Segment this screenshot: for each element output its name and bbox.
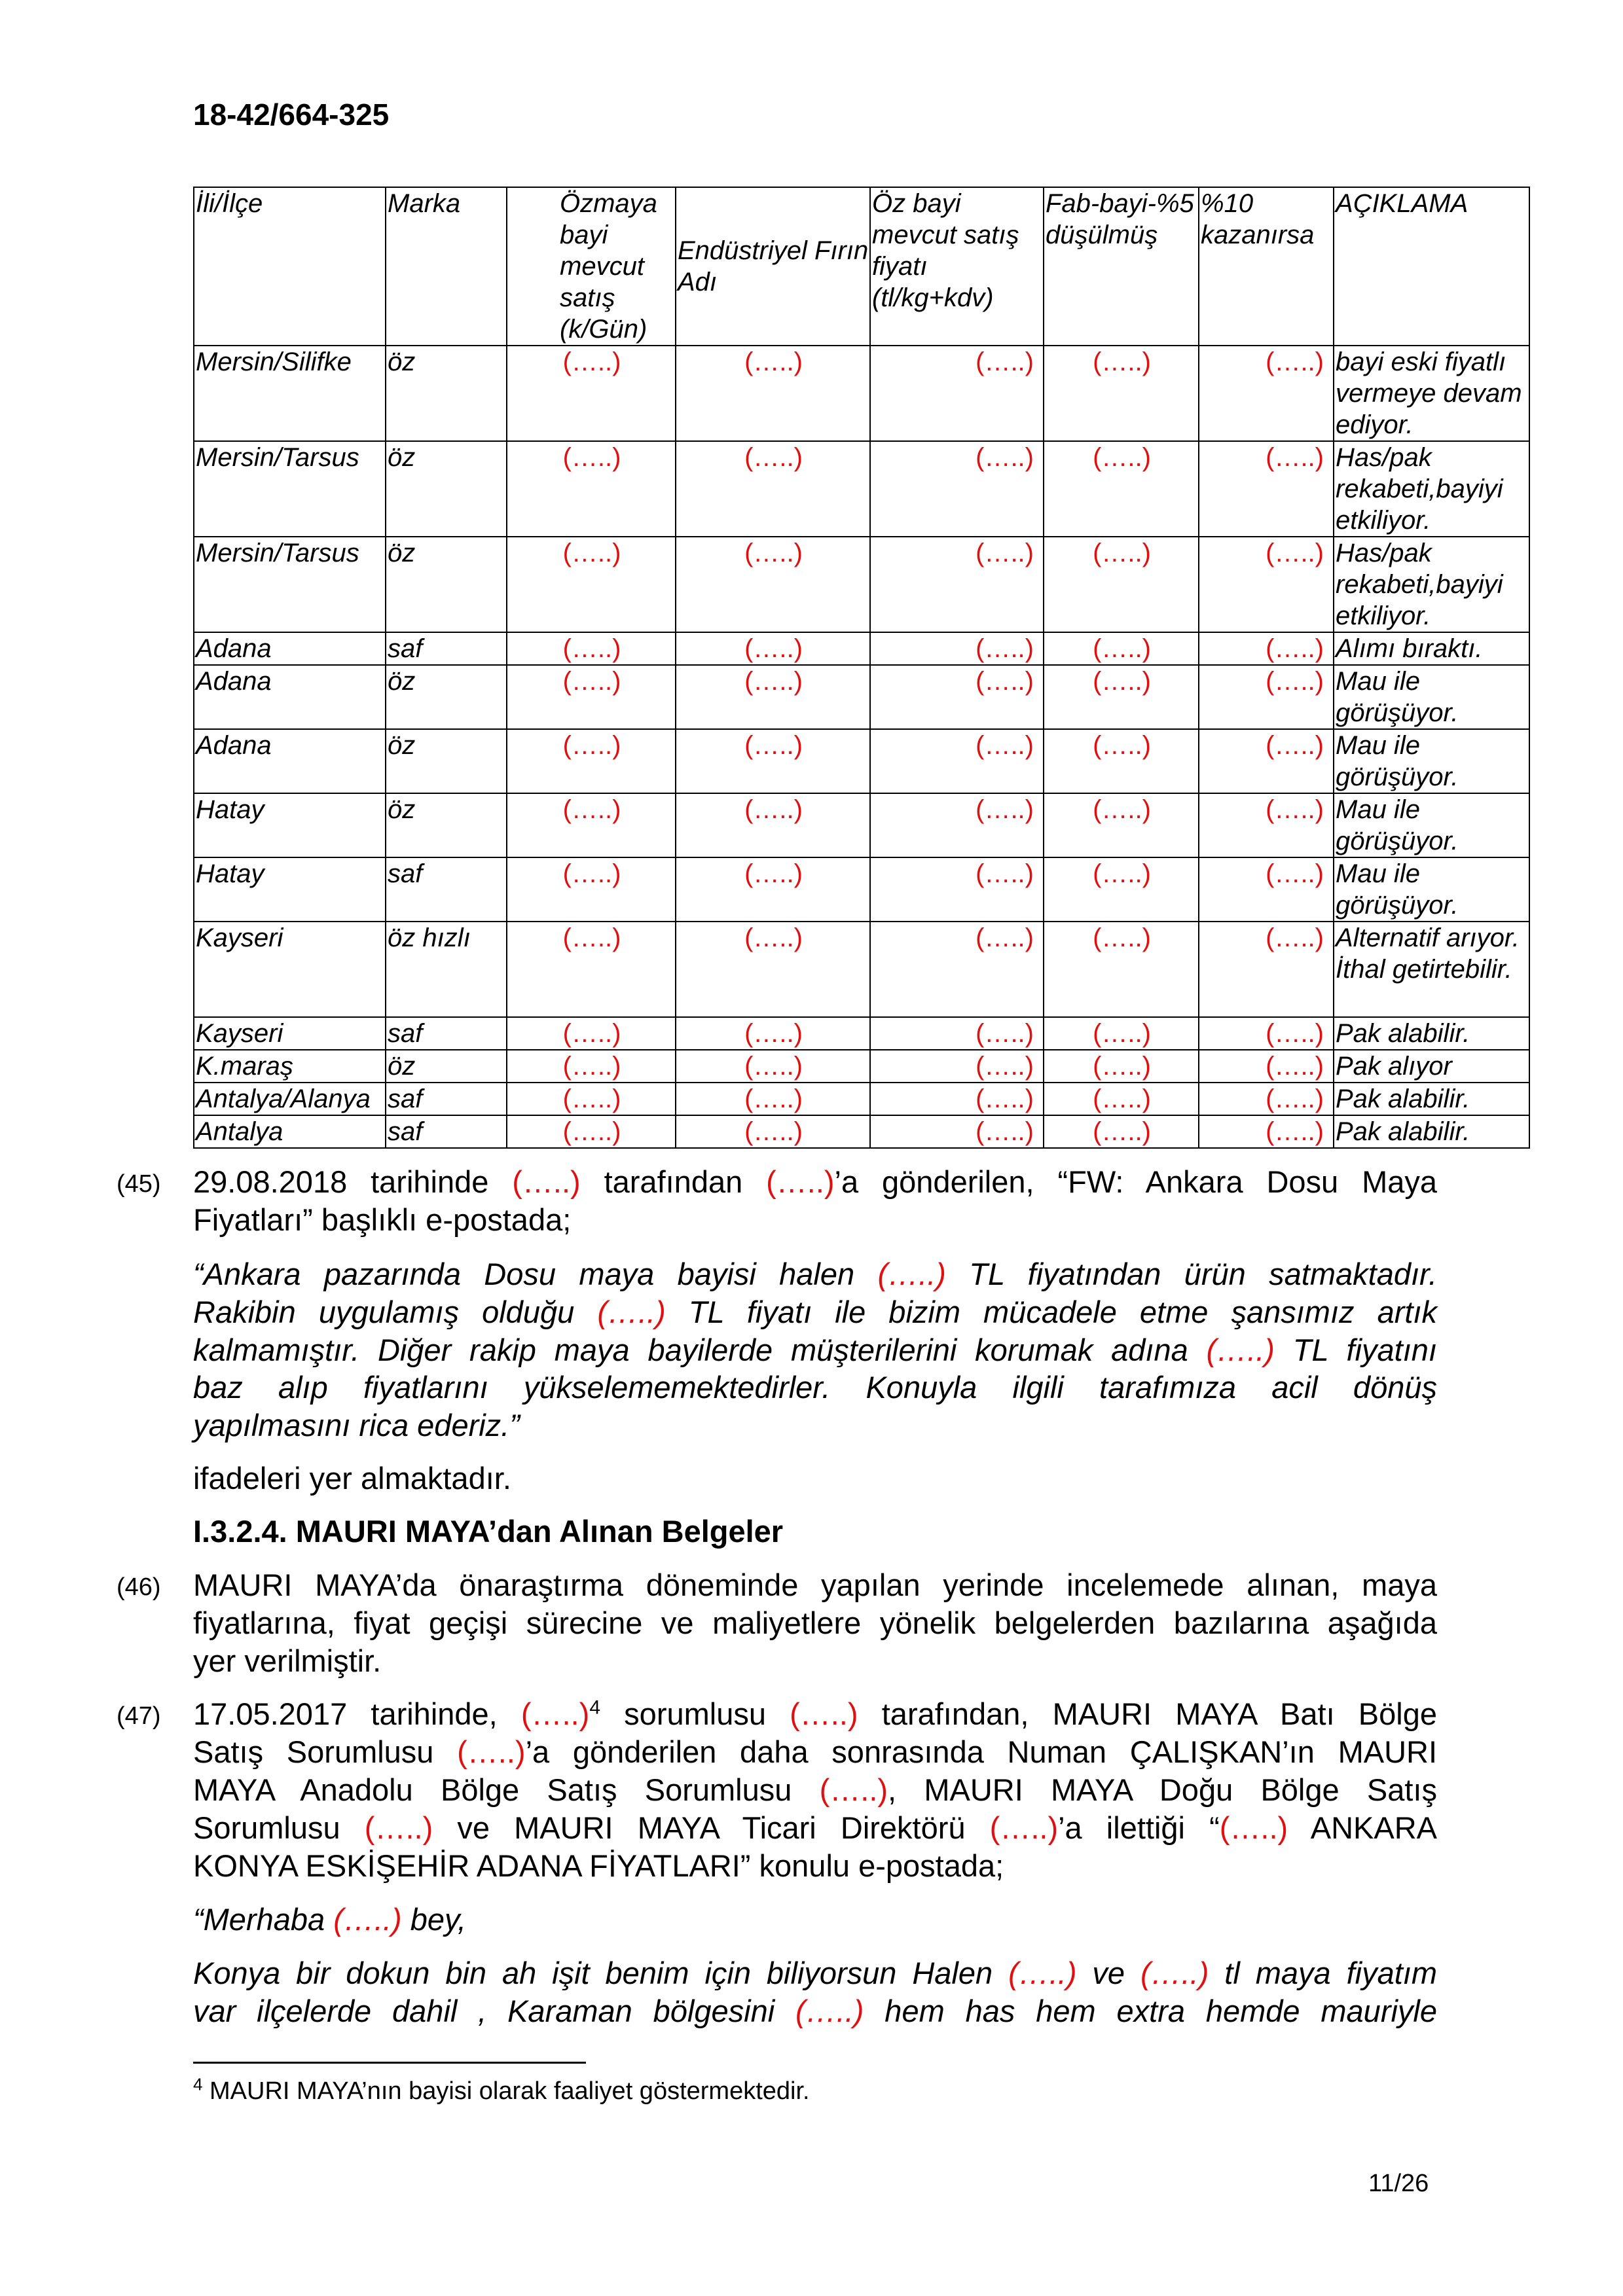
cell-firin-adi-redacted: (…..) bbox=[676, 1115, 870, 1148]
table-row bbox=[194, 346, 1529, 441]
cell-oz-bayi-fiyati-redacted: (…..) bbox=[870, 793, 1044, 857]
table-row bbox=[194, 665, 1529, 729]
cell-aciklama: bayi eski fiyatlı vermeye devam ediyor. bbox=[1334, 346, 1529, 441]
cell-kazanirsa-redacted: (…..) bbox=[1199, 1017, 1334, 1050]
cell-marka: saf bbox=[386, 1083, 507, 1115]
p45-line-1: 29.08.2018 tarihinde (…..) tarafından (…..)’a gönderilen, “FW: Ankara Dosu Maya bbox=[193, 1164, 1437, 1199]
table-row bbox=[194, 1115, 1529, 1148]
cell-fab-bayi-redacted: (…..) bbox=[1044, 537, 1199, 632]
cell-marka: öz bbox=[386, 346, 507, 441]
p47-quote-3: var ilçelerde dahil , Karaman bölgesini (…..) hem has hem extra hemde mauriyle bbox=[193, 1994, 1437, 2028]
table-row bbox=[194, 793, 1529, 857]
cell-marka: öz bbox=[386, 1050, 507, 1083]
table-row bbox=[194, 857, 1529, 922]
cell-firin-adi-redacted: (…..) bbox=[676, 346, 870, 441]
p47-line-2: Satış Sorumlusu (…..)’a gönderilen daha sonrasında Numan ÇALIŞKAN’ın MAURI bbox=[193, 1734, 1438, 1769]
cell-fab-bayi-redacted: (…..) bbox=[1044, 632, 1199, 665]
cell-firin-adi-redacted: (…..) bbox=[676, 1017, 870, 1050]
paragraph-number-46: (46) bbox=[117, 1573, 161, 1601]
cell-firin-adi-redacted: (…..) bbox=[676, 537, 870, 632]
cell-il: Kayseri bbox=[194, 1017, 386, 1050]
cell-kazanirsa-redacted: (…..) bbox=[1199, 346, 1334, 441]
cell-kazanirsa-redacted: (…..) bbox=[1199, 793, 1334, 857]
cell-marka: saf bbox=[386, 632, 507, 665]
cell-kazanirsa-redacted: (…..) bbox=[1199, 1115, 1334, 1148]
cell-marka: öz bbox=[386, 665, 507, 729]
cell-aciklama: Alternatif arıyor. İthal getirtebilir. bbox=[1334, 922, 1529, 1017]
p45-quote-1: “Ankara pazarında Dosu maya bayisi halen (…..) TL fiyatından ürün satmaktadır. bbox=[193, 1257, 1437, 1291]
footnote: $^4$ MAURI MAYA’nın bayisi olarak faaliyet göstermektedir. bbox=[193, 2074, 810, 2105]
header-ozmaya-satis: Özmaya bayi mevcut satış (k/Gün) bbox=[507, 187, 676, 346]
cell-il: Mersin/Tarsus bbox=[194, 441, 386, 537]
cell-ozmaya-satis-redacted: (…..) bbox=[507, 857, 676, 922]
cell-kazanirsa-redacted: (…..) bbox=[1199, 1083, 1334, 1115]
cell-fab-bayi-redacted: (…..) bbox=[1044, 665, 1199, 729]
cell-aciklama: Pak alabilir. bbox=[1334, 1017, 1529, 1050]
cell-ozmaya-satis-redacted: (…..) bbox=[507, 346, 676, 441]
cell-oz-bayi-fiyati-redacted: (…..) bbox=[870, 1050, 1044, 1083]
table-row bbox=[194, 537, 1529, 632]
p47-quote-1: “Merhaba (…..) bey, bbox=[193, 1902, 467, 1937]
cell-ozmaya-satis-redacted: (…..) bbox=[507, 1115, 676, 1148]
cell-il: Antalya bbox=[194, 1115, 386, 1148]
cell-fab-bayi-redacted: (…..) bbox=[1044, 922, 1199, 1017]
cell-firin-adi-redacted: (…..) bbox=[676, 922, 870, 1017]
header-marka: Marka bbox=[386, 187, 507, 346]
cell-il: Antalya/Alanya bbox=[194, 1083, 386, 1115]
cell-oz-bayi-fiyati-redacted: (…..) bbox=[870, 1017, 1044, 1050]
cell-aciklama: Pak alıyor bbox=[1334, 1050, 1529, 1083]
header-il: İli/İlçe bbox=[194, 187, 386, 346]
cell-fab-bayi-redacted: (…..) bbox=[1044, 793, 1199, 857]
cell-il: Kayseri bbox=[194, 922, 386, 1017]
cell-aciklama: Pak alabilir. bbox=[1334, 1115, 1529, 1148]
cell-firin-adi-redacted: (…..) bbox=[676, 729, 870, 793]
cell-oz-bayi-fiyati-redacted: (…..) bbox=[870, 1115, 1044, 1148]
cell-kazanirsa-redacted: (…..) bbox=[1199, 857, 1334, 922]
cell-oz-bayi-fiyati-redacted: (…..) bbox=[870, 857, 1044, 922]
cell-marka: öz hızlı bbox=[386, 922, 507, 1017]
cell-ozmaya-satis-redacted: (…..) bbox=[507, 1083, 676, 1115]
cell-il: Adana bbox=[194, 729, 386, 793]
cell-aciklama: Alımı bıraktı. bbox=[1334, 632, 1529, 665]
cell-aciklama: Mau ile görüşüyor. bbox=[1334, 857, 1529, 922]
cell-aciklama: Has/pak rekabeti,bayiyi etkiliyor. bbox=[1334, 441, 1529, 537]
price-table bbox=[193, 187, 1530, 1149]
cell-aciklama: Pak alabilir. bbox=[1334, 1083, 1529, 1115]
cell-oz-bayi-fiyati-redacted: (…..) bbox=[870, 922, 1044, 1017]
cell-fab-bayi-redacted: (…..) bbox=[1044, 441, 1199, 537]
cell-fab-bayi-redacted: (…..) bbox=[1044, 729, 1199, 793]
document-id: 18-42/664-325 bbox=[193, 98, 390, 132]
cell-aciklama: Mau ile görüşüyor. bbox=[1334, 793, 1529, 857]
table-row bbox=[194, 1083, 1529, 1115]
cell-fab-bayi-redacted: (…..) bbox=[1044, 1115, 1199, 1148]
p45-quote-4: baz alıp fiyatlarını yükselememektedirler. Konuyla ilgili tarafımıza acil dönüş bbox=[193, 1370, 1437, 1405]
cell-ozmaya-satis-redacted: (…..) bbox=[507, 665, 676, 729]
cell-fab-bayi-redacted: (…..) bbox=[1044, 857, 1199, 922]
p45-tail: ifadeleri yer almaktadır. bbox=[193, 1461, 511, 1496]
cell-aciklama: Has/pak rekabeti,bayiyi etkiliyor. bbox=[1334, 537, 1529, 632]
cell-oz-bayi-fiyati-redacted: (…..) bbox=[870, 1083, 1044, 1115]
p46-line-2: fiyatlarına, fiyat geçişi sürecine ve maliyetlere yönelik belgelerden bazılarına aşağıda bbox=[193, 1605, 1437, 1640]
p45-line-2: Fiyatları” başlıklı e-postada; bbox=[193, 1202, 572, 1237]
cell-firin-adi-redacted: (…..) bbox=[676, 1083, 870, 1115]
cell-kazanirsa-redacted: (…..) bbox=[1199, 441, 1334, 537]
header-kazanirsa: %10 kazanırsa bbox=[1199, 187, 1334, 346]
table-row bbox=[194, 922, 1529, 1017]
cell-ozmaya-satis-redacted: (…..) bbox=[507, 632, 676, 665]
footnote-separator bbox=[193, 2062, 586, 2064]
cell-il: Adana bbox=[194, 632, 386, 665]
section-heading: I.3.2.4. MAURI MAYA’dan Alınan Belgeler bbox=[193, 1514, 784, 1549]
cell-oz-bayi-fiyati-redacted: (…..) bbox=[870, 665, 1044, 729]
table-row bbox=[194, 632, 1529, 665]
cell-firin-adi-redacted: (…..) bbox=[676, 1050, 870, 1083]
cell-kazanirsa-redacted: (…..) bbox=[1199, 1050, 1334, 1083]
cell-fab-bayi-redacted: (…..) bbox=[1044, 1050, 1199, 1083]
table-header-row bbox=[194, 187, 1529, 346]
cell-il: Mersin/Silifke bbox=[194, 346, 386, 441]
cell-marka: saf bbox=[386, 857, 507, 922]
table-row bbox=[194, 441, 1529, 537]
cell-kazanirsa-redacted: (…..) bbox=[1199, 537, 1334, 632]
cell-oz-bayi-fiyati-redacted: (…..) bbox=[870, 632, 1044, 665]
table-row bbox=[194, 1017, 1529, 1050]
cell-ozmaya-satis-redacted: (…..) bbox=[507, 922, 676, 1017]
p46-line-1: MAURI MAYA’da önaraştırma döneminde yapılan yerinde incelemede alınan, maya bbox=[193, 1568, 1437, 1602]
header-aciklama: AÇIKLAMA bbox=[1334, 187, 1529, 346]
paragraph-number-45: (45) bbox=[117, 1170, 161, 1198]
header-fab-bayi: Fab-bayi-%5 düşülmüş bbox=[1044, 187, 1199, 346]
cell-firin-adi-redacted: (…..) bbox=[676, 665, 870, 729]
cell-marka: öz bbox=[386, 537, 507, 632]
cell-il: Mersin/Tarsus bbox=[194, 537, 386, 632]
p45-quote-3: kalmamıştır. Diğer rakip maya bayilerde müşterilerini korumak adına (…..) TL fiyatını bbox=[193, 1333, 1437, 1367]
p47-line-3: MAYA Anadolu Bölge Satış Sorumlusu (…..), MAURI MAYA Doğu Bölge Satış bbox=[193, 1772, 1437, 1807]
cell-aciklama: Mau ile görüşüyor. bbox=[1334, 729, 1529, 793]
cell-marka: öz bbox=[386, 441, 507, 537]
p47-line-1: 17.05.2017 tarihinde, (…..)$^4$ sorumlusu (…..) tarafından, MAURI MAYA Batı Bölge bbox=[193, 1696, 1437, 1731]
cell-marka: saf bbox=[386, 1017, 507, 1050]
footnote-ref: 4 bbox=[589, 1696, 601, 1719]
cell-fab-bayi-redacted: (…..) bbox=[1044, 346, 1199, 441]
paragraph-number-47: (47) bbox=[117, 1702, 161, 1730]
cell-oz-bayi-fiyati-redacted: (…..) bbox=[870, 537, 1044, 632]
cell-aciklama: Mau ile görüşüyor. bbox=[1334, 665, 1529, 729]
p47-line-5: KONYA ESKİŞEHİR ADANA FİYATLARI” konulu e-postada; bbox=[193, 1848, 1004, 1883]
cell-il: K.maraş bbox=[194, 1050, 386, 1083]
cell-firin-adi-redacted: (…..) bbox=[676, 441, 870, 537]
cell-firin-adi-redacted: (…..) bbox=[676, 857, 870, 922]
cell-il: Adana bbox=[194, 665, 386, 729]
cell-il: Hatay bbox=[194, 793, 386, 857]
p46-line-3: yer verilmiştir. bbox=[193, 1643, 382, 1678]
cell-ozmaya-satis-redacted: (…..) bbox=[507, 537, 676, 632]
cell-kazanirsa-redacted: (…..) bbox=[1199, 729, 1334, 793]
header-oz-bayi-fiyati: Öz bayi mevcut satış fiyatı (tl/kg+kdv) bbox=[870, 187, 1044, 346]
table-row bbox=[194, 729, 1529, 793]
cell-ozmaya-satis-redacted: (…..) bbox=[507, 441, 676, 537]
cell-il: Hatay bbox=[194, 857, 386, 922]
p47-quote-2: Konya bir dokun bin ah işit benim için biliyorsun Halen (…..) ve (…..) tl maya fiyatım bbox=[193, 1956, 1437, 1990]
cell-ozmaya-satis-redacted: (…..) bbox=[507, 1050, 676, 1083]
cell-marka: saf bbox=[386, 1115, 507, 1148]
cell-marka: öz bbox=[386, 793, 507, 857]
cell-ozmaya-satis-redacted: (…..) bbox=[507, 729, 676, 793]
cell-oz-bayi-fiyati-redacted: (…..) bbox=[870, 729, 1044, 793]
page-number: 11/26 bbox=[1368, 2170, 1429, 2197]
cell-kazanirsa-redacted: (…..) bbox=[1199, 632, 1334, 665]
cell-ozmaya-satis-redacted: (…..) bbox=[507, 1017, 676, 1050]
p47-line-4: Sorumlusu (…..) ve MAURI MAYA Ticari Direktörü (…..)’a ilettiği “(…..) ANKARA bbox=[193, 1810, 1438, 1845]
cell-firin-adi-redacted: (…..) bbox=[676, 793, 870, 857]
cell-fab-bayi-redacted: (…..) bbox=[1044, 1083, 1199, 1115]
cell-marka: öz bbox=[386, 729, 507, 793]
cell-kazanirsa-redacted: (…..) bbox=[1199, 922, 1334, 1017]
cell-ozmaya-satis-redacted: (…..) bbox=[507, 793, 676, 857]
p45-quote-2: Rakibin uygulamış olduğu (…..) TL fiyatı ile bizim mücadele etme şansımız artık bbox=[193, 1295, 1437, 1329]
header-firin-adi: Endüstriyel Fırın Adı bbox=[676, 187, 870, 346]
cell-kazanirsa-redacted: (…..) bbox=[1199, 665, 1334, 729]
cell-oz-bayi-fiyati-redacted: (…..) bbox=[870, 441, 1044, 537]
table-row bbox=[194, 1050, 1529, 1083]
p45-quote-5: yapılmasını rica ederiz.” bbox=[193, 1408, 520, 1443]
cell-oz-bayi-fiyati-redacted: (…..) bbox=[870, 346, 1044, 441]
cell-fab-bayi-redacted: (…..) bbox=[1044, 1017, 1199, 1050]
cell-firin-adi-redacted: (…..) bbox=[676, 632, 870, 665]
